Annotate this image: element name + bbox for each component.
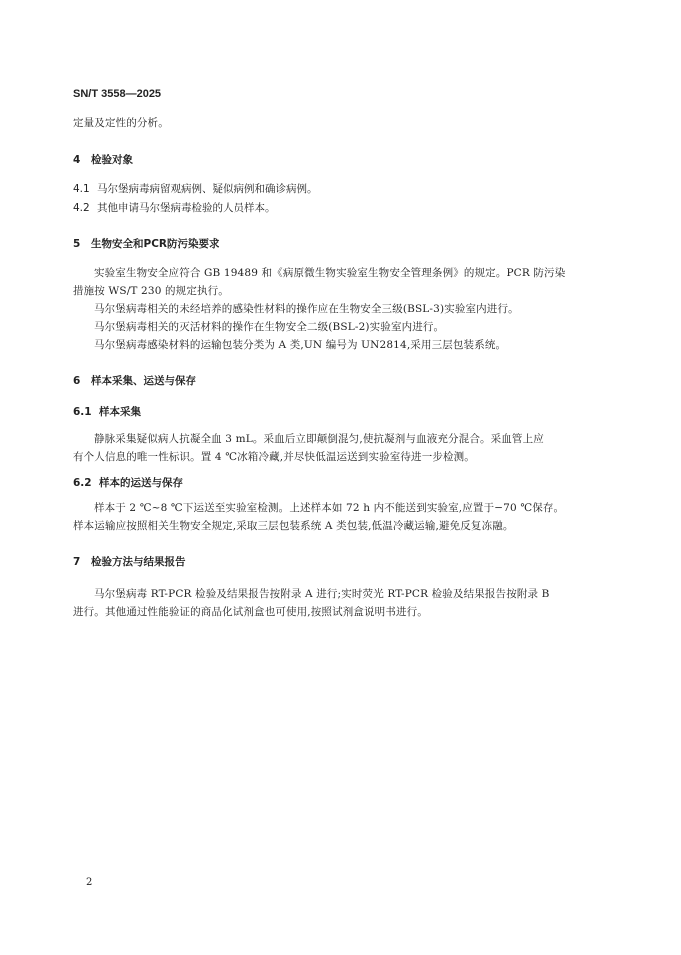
subsection-6-2-line-1: 样本于 2 ℃~8 ℃下运送至实验室检测。上述样本如 72 h 内不能送到实验室,应置于−70 ℃保存。 (94, 502, 565, 514)
section-5-paragraph-3: 马尔堡病毒相关的灭活材料的操作在生物安全二级(BSL-2)实验室内进行。 (94, 321, 445, 333)
section-7-line-2: 进行。其他通过性能验证的商品化试剂盒也可使用,按照试剂盒说明书进行。 (73, 606, 428, 618)
section-4-title: 检验对象 (91, 154, 133, 166)
subsection-6-2-heading (73, 475, 183, 490)
item-4-1 (73, 181, 318, 196)
item-4-2-number: 4.2 (73, 202, 90, 214)
section-5-paragraph-4: 马尔堡病毒感染材料的运输包装分类为 A 类,UN 编号为 UN2814,采用三层包装系统。 (94, 339, 507, 351)
page-number: 2 (86, 877, 93, 888)
item-4-2-text: 其他申请马尔堡病毒检验的人员样本。 (97, 202, 276, 214)
section-4-heading (73, 152, 133, 167)
section-7-number: 7 (73, 556, 81, 568)
subsection-6-2-line-2: 样本运输应按照相关生物安全规定,采取三层包装系统 A 类包装,低温冷藏运输,避免反复冻融。 (73, 520, 514, 532)
section-6-title: 样本采集、运送与保存 (91, 375, 196, 387)
section-5-paragraph-1-line-1: 实验室生物安全应符合 GB 19489 和《病原微生物实验室生物安全管理条例》的规定。PCR 防污染 (94, 267, 566, 279)
section-6-heading (73, 373, 196, 388)
subsection-6-1-number: 6.1 (73, 406, 92, 418)
section-7-title: 检验方法与结果报告 (91, 556, 186, 568)
subsection-6-1-heading (73, 404, 141, 419)
section-5-number: 5 (73, 238, 81, 250)
section-5-title: 生物安全和PCR防污染要求 (91, 238, 220, 250)
subsection-6-2-number: 6.2 (73, 477, 92, 489)
section-7-line-1: 马尔堡病毒 RT-PCR 检验及结果报告按附录 A 进行;实时荧光 RT-PCR 检验及结果报告按附录 B (94, 588, 550, 600)
item-4-1-number: 4.1 (73, 183, 90, 195)
subsection-6-1-title: 样本采集 (99, 406, 141, 418)
standard-code-header: SN/T 3558—2025 (73, 88, 162, 100)
section-5-heading (73, 236, 220, 251)
section-4-number: 4 (73, 154, 81, 166)
section-5-paragraph-2: 马尔堡病毒相关的未经培养的感染性材料的操作应在生物安全三级(BSL-3)实验室内进行。 (94, 303, 519, 315)
section-6-number: 6 (73, 375, 81, 387)
intro-line: 定量及定性的分析。 (73, 117, 169, 129)
item-4-1-text: 马尔堡病毒病留观病例、疑似病例和确诊病例。 (97, 183, 318, 195)
section-7-heading (73, 554, 186, 569)
subsection-6-2-title: 样本的运送与保存 (99, 477, 183, 489)
subsection-6-1-line-1: 静脉采集疑似病人抗凝全血 3 mL。采血后立即颠倒混匀,使抗凝剂与血液充分混合。采血管上应 (94, 433, 544, 445)
section-5-paragraph-1-line-2: 措施按 WS/T 230 的规定执行。 (73, 285, 229, 297)
item-4-2 (73, 200, 276, 215)
subsection-6-1-line-2: 有个人信息的唯一性标识。置 4 ℃冰箱冷藏,并尽快低温运送到实验室待进一步检测。 (73, 451, 475, 463)
